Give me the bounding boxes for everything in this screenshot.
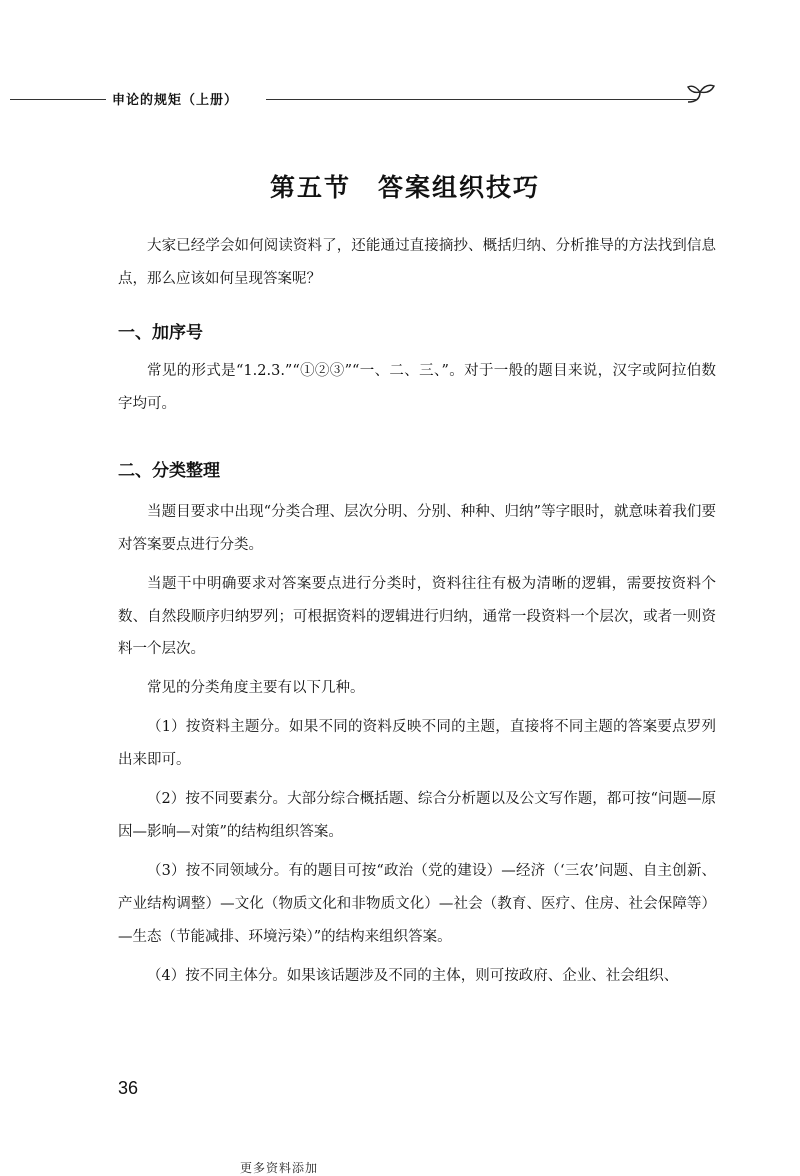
paragraph: 常见的形式是“1.2.3.”“①②③”“一、二、三、”。对于一般的题目来说，汉字或阿拉伯数字均可。 [118,363,716,412]
sprout-icon [686,80,716,106]
section-title: 第五节 答案组织技巧 [269,173,540,202]
paragraph: 常见的分类角度主要有以下几种。 [147,679,365,696]
part1-block [118,355,716,421]
paragraph: （1）按资料主题分。如果不同的资料反映不同的主题，直接将不同主题的答案要点罗列出来即可。 [118,718,716,768]
header-rule-right [266,99,696,100]
paragraph: 当题目要求中出现“分类合理、层次分明、分别、种种、归纳”等字眼时，就意味着我们要对答案要点进行分类。 [118,504,716,553]
paragraph: 当题干中明确要求对答案要点进行分类时，资料往往有极为清晰的逻辑，需要按资料个数、自然段顺序归纳罗列；可根据资料的逻辑进行归纳，通常一段资料一个层次，或者一则资料一个层次。 [118,576,716,657]
intro-paragraph: 大家已经学会如何阅读资料了，还能通过直接摘抄、概括归纳、分析推导的方法找到信息点，那么应该如何呈现答案呢？ [118,238,716,287]
running-header [0,80,800,120]
heading-add-numbering: 一、加序号 [118,323,203,343]
page-number: 36 [118,1078,139,1098]
paragraph: （4）按不同主体分。如果该话题涉及不同的主体，则可按政府、企业、社会组织、 [147,967,679,984]
book-title: 申论的规矩（上册） [112,93,239,108]
paragraph: （2）按不同要素分。大部分综合概括题、综合分析题以及公文写作题，都可按“问题—原因—影响—对策”的结构组织答案。 [118,790,716,840]
header-rule-left [10,99,106,100]
intro-block [118,230,716,296]
paragraph: （3）按不同领域分。有的题目可按“政治（党的建设）—经济（‘三农’问题、自主创新、产业结构调整）—文化（物质文化和非物质文化）—社会（教育、医疗、住房、社会保障等）—生态（节能减排、环境污染）”的结构来组织答案。 [118,862,716,945]
footer-text-fragment: 更多资料添加 [240,1161,319,1175]
part2-block [118,496,716,993]
heading-classify: 二、分类整理 [118,461,220,481]
